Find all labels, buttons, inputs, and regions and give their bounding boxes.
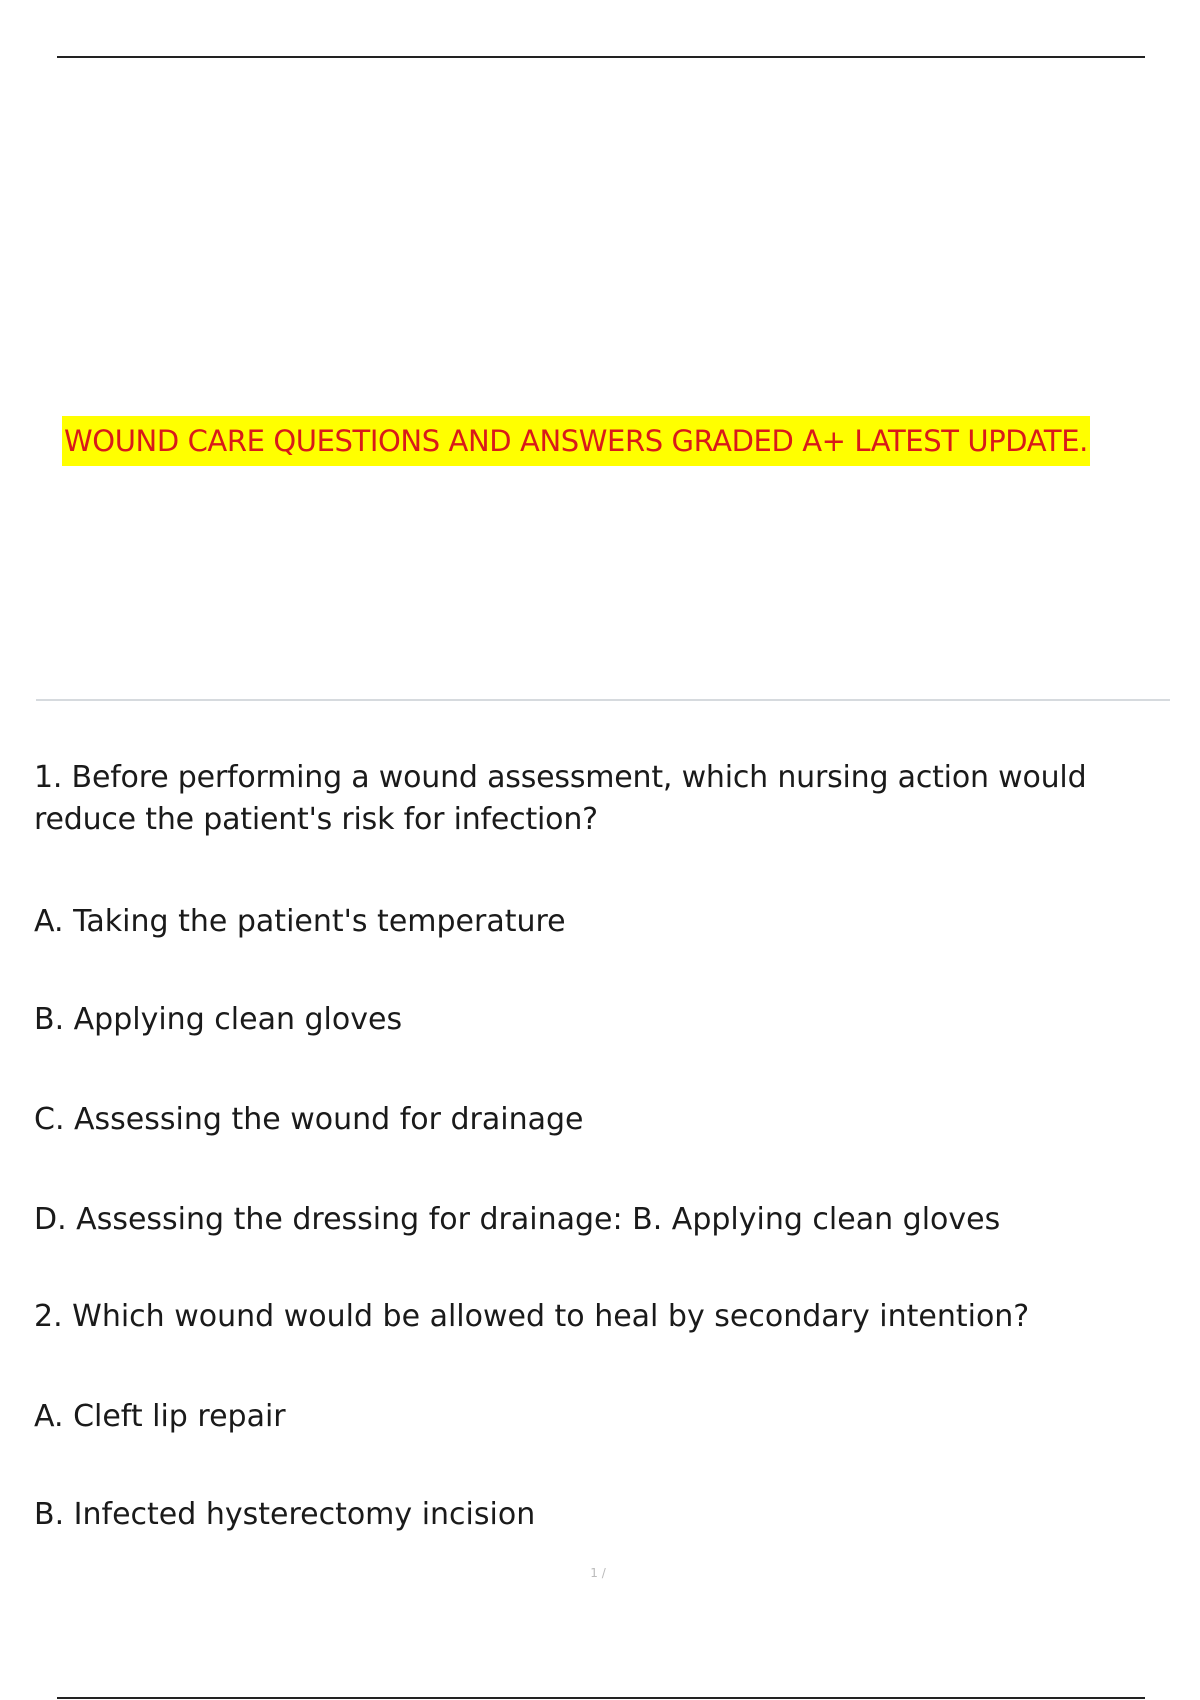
question-1-option-b: B. Applying clean gloves [34, 1002, 403, 1037]
title-block [62, 416, 1140, 466]
section-divider [36, 699, 1170, 701]
question-1-option-d: D. Assessing the dressing for drainage: B. Applying clean gloves [34, 1202, 1001, 1237]
question-1-prompt: 1. Before performing a wound assessment, which nursing action would reduce the patient's risk for infection? [34, 760, 1087, 837]
question-2-prompt: 2. Which wound would be allowed to heal by secondary intention? [34, 1299, 1030, 1334]
page-number: 1 / [590, 1566, 606, 1580]
document-title: WOUND CARE QUESTIONS AND ANSWERS GRADED A+ LATEST UPDATE. [62, 416, 1090, 466]
question-1-option-a: A. Taking the patient's temperature [34, 904, 566, 939]
bottom-rule [57, 1697, 1145, 1699]
question-1-option-c: C. Assessing the wound for drainage [34, 1102, 584, 1137]
question-2-option-a: A. Cleft lip repair [34, 1399, 286, 1434]
question-2-option-b: B. Infected hysterectomy incision [34, 1497, 536, 1532]
top-rule [57, 56, 1145, 58]
